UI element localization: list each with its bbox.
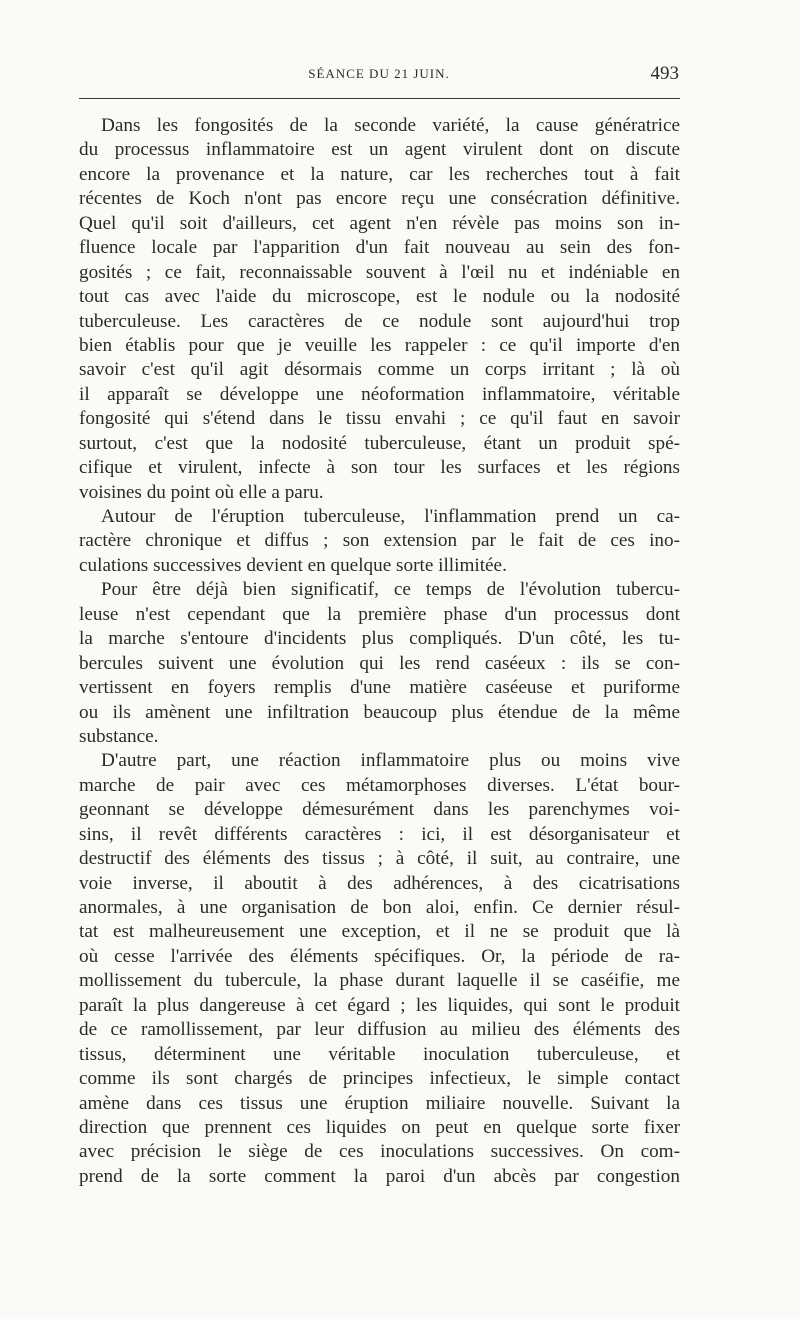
text-line: récentes de Koch n'ont pas encore reçu une consécration définitive. [79, 188, 680, 210]
text-line: ractère chronique et diffus ; son extension par le fait de ces ino- [79, 530, 680, 552]
text-line: D'autre part, une réaction inflammatoire plus ou moins vive [101, 750, 680, 772]
text-line: bien établis pour que je veuille les rappeler : ce qu'il importe d'en [79, 334, 680, 356]
text-line: il apparaît se développe une néoformation inflammatoire, véritable [79, 383, 680, 405]
text-line: savoir c'est qu'il agit désormais comme un corps irritant ; là où [79, 359, 680, 381]
text-line: sins, il revêt différents caractères : ici, il est désorganisateur et [79, 823, 680, 845]
text-line: surtout, c'est que la nodosité tuberculeuse, étant un produit spé- [79, 432, 680, 454]
text-line: fongosité qui s'étend dans le tissu envahi ; ce qu'il faut en savoir [79, 408, 680, 430]
text-line: amène dans ces tissus une éruption miliaire nouvelle. Suivant la [79, 1092, 680, 1114]
text-line: voisines du point où elle a paru. [79, 481, 324, 503]
text-line: voie inverse, il aboutit à des adhérences, à des cicatrisations [79, 872, 680, 894]
text-line: Quel qu'il soit d'ailleurs, cet agent n'en révèle pas moins son in- [79, 212, 680, 234]
text-line: mollissement du tubercule, la phase durant laquelle il se caséifie, me [79, 970, 680, 992]
text-line: comme ils sont chargés de principes infectieux, le simple contact [79, 1068, 680, 1090]
text-line: tuberculeuse. Les caractères de ce nodule sont aujourd'hui trop [79, 310, 680, 332]
text-line: direction que prennent ces liquides on peut en quelque sorte fixer [79, 1116, 680, 1138]
body-text [79, 114, 680, 1189]
text-line: où cesse l'arrivée des éléments spécifiques. Or, la période de ra- [79, 945, 680, 967]
text-line: gosités ; ce fait, reconnaissable souvent à l'œil nu et indéniable en [79, 261, 680, 283]
text-line: la marche s'entoure d'incidents plus compliqués. D'un côté, les tu- [79, 628, 680, 650]
page-number: 493 [650, 63, 679, 84]
text-line: tout cas avec l'aide du microscope, est le nodule ou la nodosité [79, 286, 680, 308]
text-line: du processus inflammatoire est un agent virulent dont on discute [79, 139, 680, 161]
text-line: bercules suivent une évolution qui les rend caséeux : ils se con- [79, 652, 680, 674]
text-line: tat est malheureusement une exception, et il ne se produit que là [79, 921, 680, 943]
text-line: avec précision le siège de ces inoculations successives. On com- [79, 1141, 680, 1163]
text-line: Dans les fongosités de la seconde variété, la cause génératrice [101, 115, 680, 136]
text-line: de ce ramollissement, par leur diffusion au milieu des éléments des [79, 1019, 680, 1041]
text-line: substance. [79, 725, 159, 747]
text-line: prend de la sorte comment la paroi d'un abcès par congestion [79, 1165, 680, 1187]
text-line: geonnant se développe démesurément dans les parenchymes voi- [79, 799, 680, 821]
text-line: paraît la plus dangereuse à cet égard ; les liquides, qui sont le produit [79, 994, 680, 1016]
text-line: Pour être déjà bien significatif, ce temps de l'évolution tubercu- [101, 579, 680, 601]
header-rule [79, 98, 680, 99]
text-line: tissus, déterminent une véritable inoculation tuberculeuse, et [79, 1043, 680, 1065]
text-line: cifique et virulent, infecte à son tour les surfaces et les régions [79, 457, 680, 479]
text-line: marche de pair avec ces métamorphoses diverses. L'état bour- [79, 774, 680, 796]
page-header [79, 63, 679, 88]
text-line: destructif des éléments des tissus ; à côté, il suit, au contraire, une [79, 848, 680, 870]
text-line: culations successives devient en quelque sorte illimitée. [79, 554, 507, 576]
text-line: ou ils amènent une infiltration beaucoup plus étendue de la même [79, 701, 680, 723]
text-line: anormales, à une organisation de bon aloi, enfin. Ce dernier résul- [79, 897, 680, 918]
text-line: encore la provenance et la nature, car les recherches tout à fait [79, 163, 680, 185]
running-title: SÉANCE DU 21 JUIN. [308, 66, 450, 81]
text-line: Autour de l'éruption tuberculeuse, l'inflammation prend un ca- [101, 506, 680, 527]
text-line: vertissent en foyers remplis d'une matière caséeuse et puriforme [79, 677, 680, 699]
text-line: leuse n'est cependant que la première phase d'un processus dont [79, 603, 680, 625]
text-line: fluence locale par l'apparition d'un fait nouveau au sein des fon- [79, 237, 680, 259]
